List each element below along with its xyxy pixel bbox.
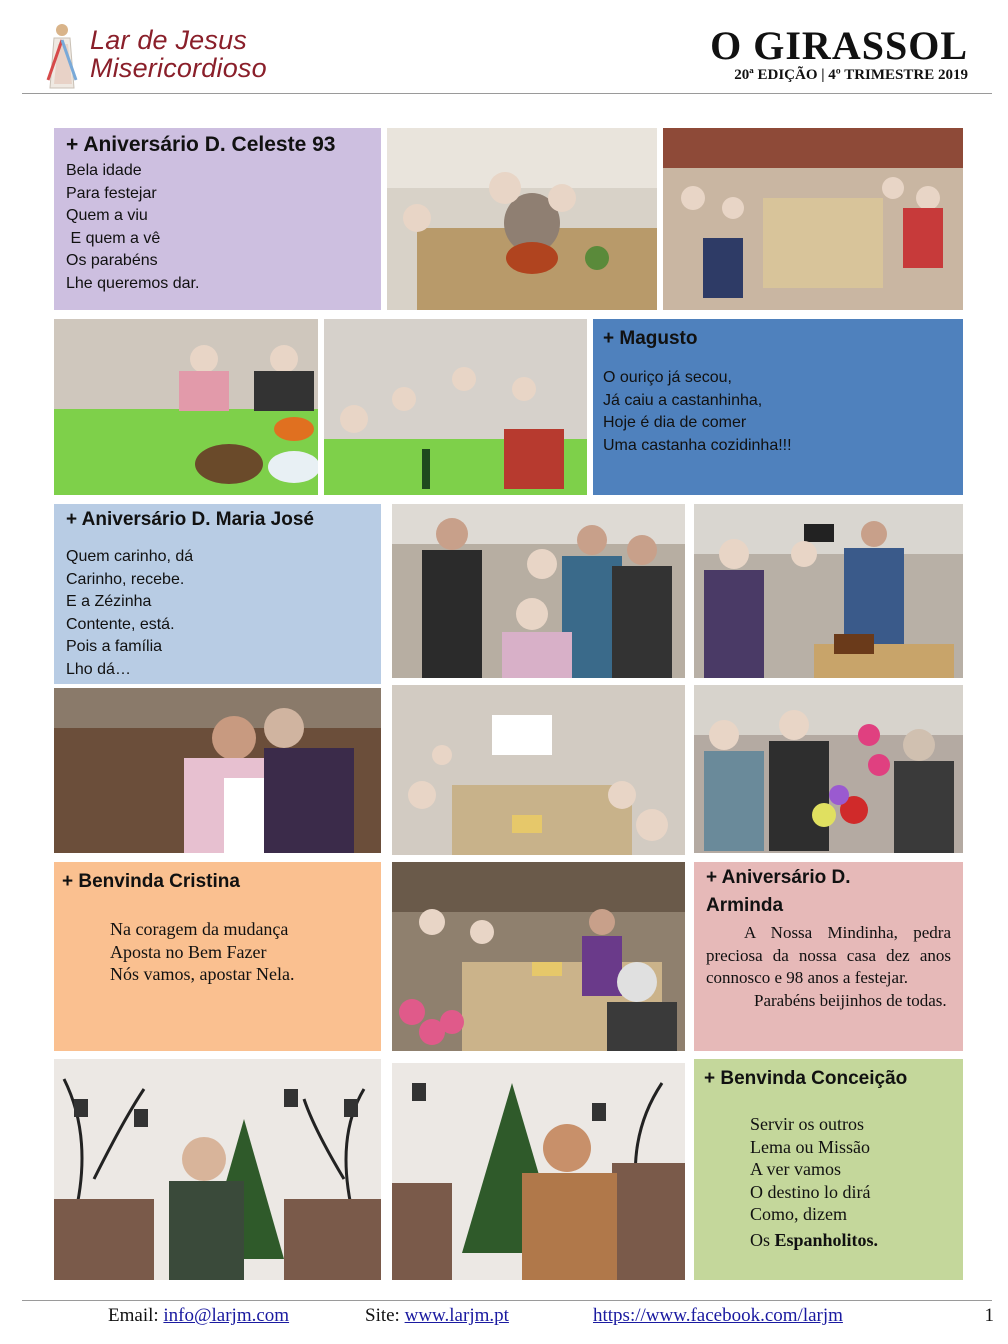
photo-conceicao-tree — [392, 1063, 685, 1280]
page-number: 1 — [984, 1305, 994, 1326]
maria-jose-title: + Aniversário D. Maria José — [66, 509, 314, 530]
logo-line-1: Lar de Jesus — [90, 25, 247, 55]
celeste-poem: Bela idade Para festejar Quem a viu E quem a vê Os parabéns Lhe queremos dar. — [66, 162, 200, 292]
photo-roses-bouquet — [694, 685, 963, 853]
logo-text — [90, 26, 267, 82]
photo-celeste-cake — [387, 128, 657, 310]
cristina-poem: Na coragem da mudança Aposta no Bem Fazer Nós vamos, apostar Nela. — [110, 919, 295, 984]
arminda-paragraph-1: A Nossa Mindinha, pedra preciosa da nossa casa dez anos connosco e 98 anos a festejar. — [706, 923, 951, 987]
photo-arminda-table — [392, 862, 685, 1051]
arminda-title-1: + Aniversário D. — [706, 867, 851, 888]
edition-line: 20ª EDIÇÃO | 4º TRIMESTRE 2019 — [734, 67, 968, 83]
logo-line-2: Misericordioso — [90, 53, 267, 83]
celeste-box — [54, 128, 381, 310]
email-link[interactable]: info@larjm.com — [163, 1305, 290, 1326]
photo-cristina-tree — [54, 1059, 381, 1280]
photo-maria-jose-cake — [694, 504, 963, 678]
conceicao-last-prefix: Os — [750, 1229, 775, 1250]
conceicao-last-bold: Espanholitos. — [774, 1229, 879, 1250]
conceicao-title: + Benvinda Conceição — [704, 1068, 908, 1089]
footer-facebook — [593, 1305, 843, 1327]
photo-magusto-table-1 — [54, 319, 318, 495]
photo-magusto-table-2 — [324, 319, 587, 495]
footer-email — [108, 1305, 289, 1327]
conceicao-box — [694, 1059, 963, 1280]
logo-jesus-figure — [42, 22, 82, 90]
conceicao-poem: Servir os outros Lema ou Missão A ver vamos O destino lo dirá Como, dizem — [750, 1114, 871, 1224]
arminda-title-2: Arminda — [706, 895, 784, 916]
maria-jose-poem: Quem carinho, dá Carinho, recebe. E a Zézinha Contente, está. Pois a família Lho dá… — [66, 548, 194, 678]
magusto-title: + Magusto — [603, 328, 698, 349]
footer-divider — [22, 1300, 992, 1301]
photo-room-clapping — [392, 685, 685, 855]
photo-hug — [54, 688, 381, 853]
magusto-poem: O ouriço já secou, Já caiu a castanhinha, Hoje é dia de comer Uma castanha cozidinha!!! — [603, 369, 792, 454]
cristina-title: + Benvinda Cristina — [62, 871, 240, 892]
arminda-box — [694, 862, 963, 1051]
site-link[interactable]: www.larjm.pt — [404, 1305, 509, 1326]
newsletter-title: O GIRASSOL — [710, 23, 968, 68]
facebook-link[interactable]: https://www.facebook.com/larjm — [593, 1305, 843, 1326]
arminda-paragraph-2: Parabéns beijinhos de todas. — [754, 990, 947, 1010]
footer-site — [365, 1305, 509, 1327]
photo-celeste-table — [663, 128, 963, 310]
site-label: Site: — [365, 1305, 400, 1326]
cristina-box — [54, 862, 381, 1051]
header-divider — [22, 93, 992, 94]
celeste-title: + Aniversário D. Celeste 93 — [66, 133, 336, 156]
email-label: Email: — [108, 1305, 159, 1326]
maria-jose-box — [54, 504, 381, 684]
photo-maria-jose-family — [392, 504, 685, 678]
conceicao-last-line — [704, 1229, 953, 1252]
magusto-box — [593, 319, 963, 495]
